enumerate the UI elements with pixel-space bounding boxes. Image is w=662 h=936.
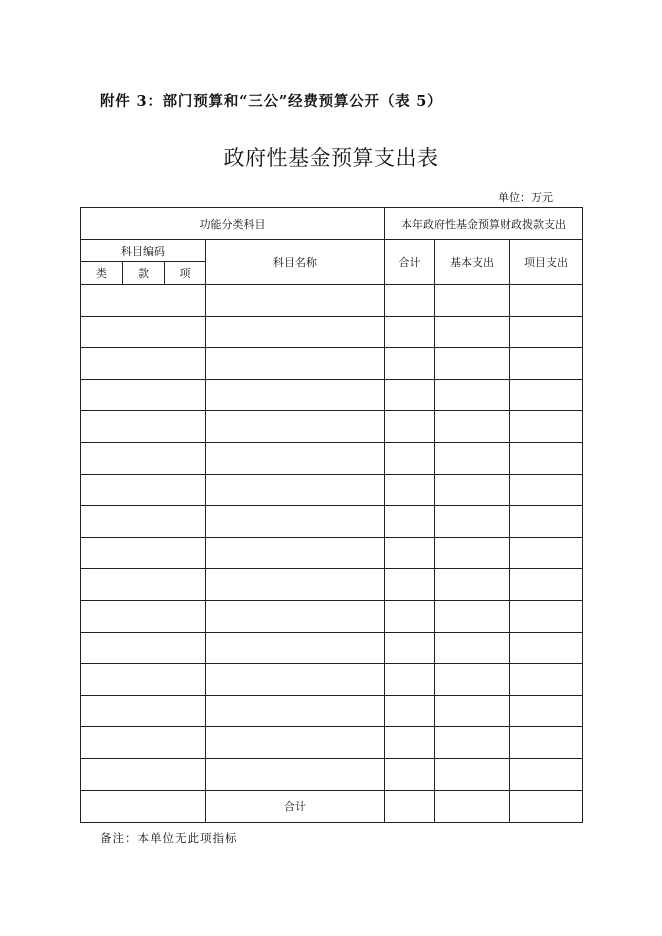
code-cell: [81, 758, 206, 790]
table-row: [81, 600, 583, 632]
basic-cell: [435, 537, 510, 569]
name-cell: [206, 632, 385, 664]
basic-cell: [435, 727, 510, 759]
name-cell: [206, 348, 385, 380]
basic-cell: [435, 411, 510, 443]
code-lei-header: 类: [81, 262, 123, 285]
table-row: [81, 695, 583, 727]
total-cell: [385, 695, 435, 727]
code-cell: [81, 474, 206, 506]
footnote: 备注：本单位无此项指标: [100, 831, 238, 845]
total-cell: [385, 600, 435, 632]
total-cell: [385, 474, 435, 506]
code-cell: [81, 569, 206, 601]
table-row: [81, 474, 583, 506]
project-cell: [510, 316, 583, 348]
name-cell: [206, 285, 385, 317]
basic-column-header: 基本支出: [435, 240, 510, 285]
table-row: [81, 411, 583, 443]
code-cell: [81, 506, 206, 538]
table-row: [81, 727, 583, 759]
name-cell: [206, 506, 385, 538]
total-cell: [385, 537, 435, 569]
table-row: [81, 537, 583, 569]
name-cell: [206, 537, 385, 569]
code-cell: [81, 285, 206, 317]
code-cell: [81, 695, 206, 727]
code-cell: [81, 632, 206, 664]
project-cell: [510, 379, 583, 411]
project-cell: [510, 285, 583, 317]
total-cell: [385, 506, 435, 538]
total-cell: [385, 348, 435, 380]
page-title: 政府性基金预算支出表: [223, 146, 439, 170]
code-cell: [81, 664, 206, 696]
table-row: [81, 758, 583, 790]
basic-cell: [435, 474, 510, 506]
table-row: [81, 348, 583, 380]
table-row: [81, 442, 583, 474]
total-row: [81, 790, 583, 822]
project-cell: [510, 474, 583, 506]
project-cell: [510, 348, 583, 380]
name-cell: [206, 600, 385, 632]
project-cell: [510, 758, 583, 790]
basic-cell: [435, 758, 510, 790]
project-cell: [510, 695, 583, 727]
total-row-basic-cell: [435, 790, 510, 822]
table-row: [81, 632, 583, 664]
total-cell: [385, 316, 435, 348]
name-cell: [206, 569, 385, 601]
total-cell: [385, 442, 435, 474]
project-cell: [510, 727, 583, 759]
total-cell: [385, 379, 435, 411]
basic-cell: [435, 285, 510, 317]
code-cell: [81, 727, 206, 759]
name-cell: [206, 411, 385, 443]
total-row-code-cell: [81, 790, 206, 822]
attachment-label: 附件 3：部门预算和“三公”经费预算公开（表 5）: [100, 93, 443, 110]
name-cell: [206, 695, 385, 727]
basic-cell: [435, 442, 510, 474]
total-cell: [385, 569, 435, 601]
table-body: [81, 285, 583, 791]
project-cell: [510, 442, 583, 474]
project-cell: [510, 537, 583, 569]
project-cell: [510, 632, 583, 664]
code-cell: [81, 411, 206, 443]
name-cell: [206, 664, 385, 696]
project-cell: [510, 569, 583, 601]
unit-label: 单位：万元: [498, 191, 553, 204]
code-header: 科目编码: [81, 240, 206, 262]
basic-cell: [435, 569, 510, 601]
group-header-functional: 功能分类科目: [81, 208, 385, 240]
basic-cell: [435, 600, 510, 632]
table-row: [81, 506, 583, 538]
basic-cell: [435, 664, 510, 696]
code-cell: [81, 600, 206, 632]
table-row: [81, 664, 583, 696]
code-cell: [81, 379, 206, 411]
header-row-group: [81, 208, 583, 240]
name-cell: [206, 474, 385, 506]
budget-table: [80, 207, 583, 823]
basic-cell: [435, 506, 510, 538]
total-cell: [385, 285, 435, 317]
basic-cell: [435, 379, 510, 411]
total-cell: [385, 632, 435, 664]
basic-cell: [435, 348, 510, 380]
header-row-sub: [81, 240, 583, 262]
basic-cell: [435, 316, 510, 348]
total-cell: [385, 664, 435, 696]
code-xiang-header: 项: [165, 262, 206, 285]
group-header-fund: 本年政府性基金预算财政拨款支出: [385, 208, 583, 240]
project-cell: [510, 600, 583, 632]
project-cell: [510, 506, 583, 538]
table-row: [81, 285, 583, 317]
total-cell: [385, 411, 435, 443]
code-cell: [81, 348, 206, 380]
name-header: 科目名称: [206, 240, 385, 285]
basic-cell: [435, 695, 510, 727]
code-cell: [81, 316, 206, 348]
project-cell: [510, 664, 583, 696]
code-kuan-header: 款: [123, 262, 165, 285]
table-row: [81, 569, 583, 601]
name-cell: [206, 758, 385, 790]
name-cell: [206, 727, 385, 759]
table-row: [81, 316, 583, 348]
code-cell: [81, 537, 206, 569]
basic-cell: [435, 632, 510, 664]
total-cell: [385, 727, 435, 759]
project-cell: [510, 411, 583, 443]
total-row-project-cell: [510, 790, 583, 822]
table-row: [81, 379, 583, 411]
total-row-total-cell: [385, 790, 435, 822]
total-row-label: 合计: [206, 790, 385, 822]
total-cell: [385, 758, 435, 790]
name-cell: [206, 316, 385, 348]
name-cell: [206, 379, 385, 411]
code-cell: [81, 442, 206, 474]
total-column-header: 合计: [385, 240, 435, 285]
name-cell: [206, 442, 385, 474]
project-column-header: 项目支出: [510, 240, 583, 285]
